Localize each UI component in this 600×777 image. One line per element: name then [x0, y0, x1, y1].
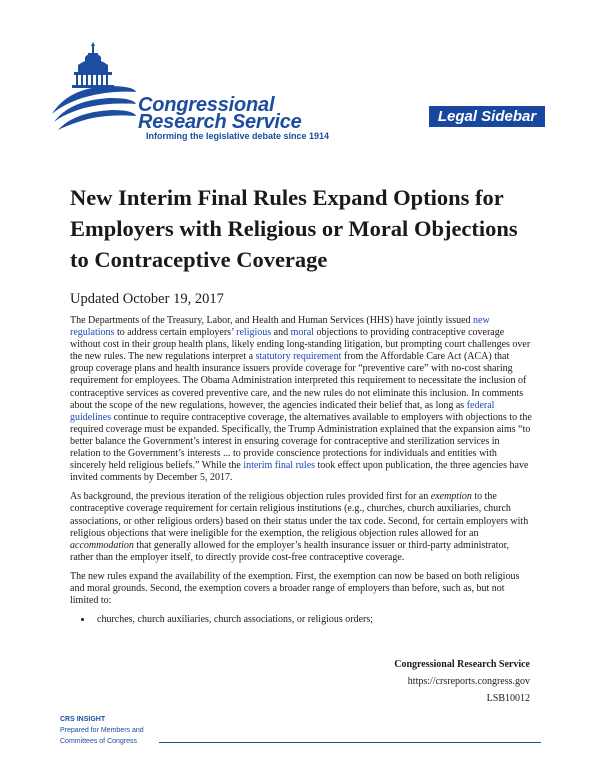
exemption-emphasis: exemption — [430, 491, 472, 503]
accommodation-emphasis: accommodation — [70, 539, 134, 551]
text-run: The Departments of the Treasury, Labor, and Health and Human Services (HHS) have jointly issued — [70, 315, 474, 326]
footer-divider — [159, 742, 541, 743]
org-name-line1: Congressional — [138, 94, 275, 116]
federal-guidelines-link[interactable]: federal guidelines — [70, 399, 495, 423]
updated-date: Updated October 19, 2017 — [70, 291, 224, 307]
report-code: LSB10012 — [486, 693, 530, 704]
legal-sidebar-badge: Legal Sidebar — [429, 106, 545, 127]
capitol-dome-logo — [48, 42, 140, 142]
text-run: that generally allowed for the employer’s health insurance issuer or third-party administrator, rather than the employer itself, to directly provide cost-free contraceptive coverage. — [70, 539, 510, 563]
text-run: and — [271, 327, 291, 339]
footer-org-name: Congressional Research Service — [394, 659, 530, 670]
religious-link[interactable]: religious — [236, 327, 272, 339]
statutory-requirement-link[interactable]: statutory requirement — [255, 351, 342, 363]
text-run: As background, the previous iteration of the religious objection rules provided first for an — [70, 491, 431, 503]
document-title: New Interim Final Rules Expand Options for Employers with Religious or Moral Objections to Contraceptive Coverage — [70, 185, 518, 272]
footer-url[interactable]: https://crsreports.congress.gov — [407, 676, 530, 687]
bullet-list — [70, 614, 532, 626]
document-body — [70, 315, 532, 626]
text-run: objections to providing contraceptive coverage without cost in their group health plans, likely ending long-standing litigation, but prompting court challenges over the new rules. The new regulations interpret a — [70, 327, 531, 363]
org-name-line2: Research Service — [138, 111, 302, 133]
paragraph-1 — [70, 315, 532, 484]
text-run: to address certain employers’ — [114, 327, 237, 339]
paragraph-3: The new rules expand the availability of the exemption. First, the exemption can now be based on both religious and moral grounds. Second, the exemption covers a broader range of employers than before, such as, but not limited to: — [70, 570, 520, 607]
insight-committees-line: Committees of Congress — [60, 738, 138, 745]
interim-final-rules-link[interactable]: interim final rules — [243, 460, 316, 472]
moral-link[interactable]: moral — [290, 327, 314, 339]
text-run: to the contraceptive coverage requirement for certain religious institutions (e.g., churches, church auxiliaries, church associations, or other religious orders) based on their status under the tax code. Second, for certain employers with religious objections that were ineligible for the exemption, the religious objection rules allowed for an — [70, 491, 529, 539]
insight-prepared-line: Prepared for Members and — [60, 727, 144, 734]
text-run: from the Affordable Care Act (ACA) that group coverage plans and health insurance issuers provide coverage for “preventive care” with no-cost sharing requirement for employees. The Obama Administration interpreted this requirement to necessitate the inclusion of contraceptive services as covered preventive care, and the new rules do not eliminate this inclusion. In comments about the scope of the new regulations, however, the agencies indicated their belief that, as long as — [70, 351, 527, 411]
new-regulations-link[interactable]: new regulations — [70, 315, 490, 339]
text-run: took effect upon publication, the three agencies have invited comments by December 5, 2017. — [70, 460, 529, 484]
paragraph-2 — [70, 491, 532, 564]
bullet-item: • churches, church auxiliaries, church associations, or religious orders; — [93, 614, 532, 626]
org-tagline: Informing the legislative debate since 1914 — [146, 131, 330, 141]
crs-insight-label: CRS INSIGHT — [60, 716, 106, 723]
text-run: continue to require contraceptive coverage, the alternatives available to employers with objections to the required coverage must be expanded. Specifically, the Trump Administration explained that the expansion aims “to better balance the Government’s interest in ensuring coverage for contraceptive and sterilization services in relation to the Government’s interests ... to provide conscience protections for individuals and entities with sincerely held religious beliefs.” While the — [70, 411, 532, 472]
